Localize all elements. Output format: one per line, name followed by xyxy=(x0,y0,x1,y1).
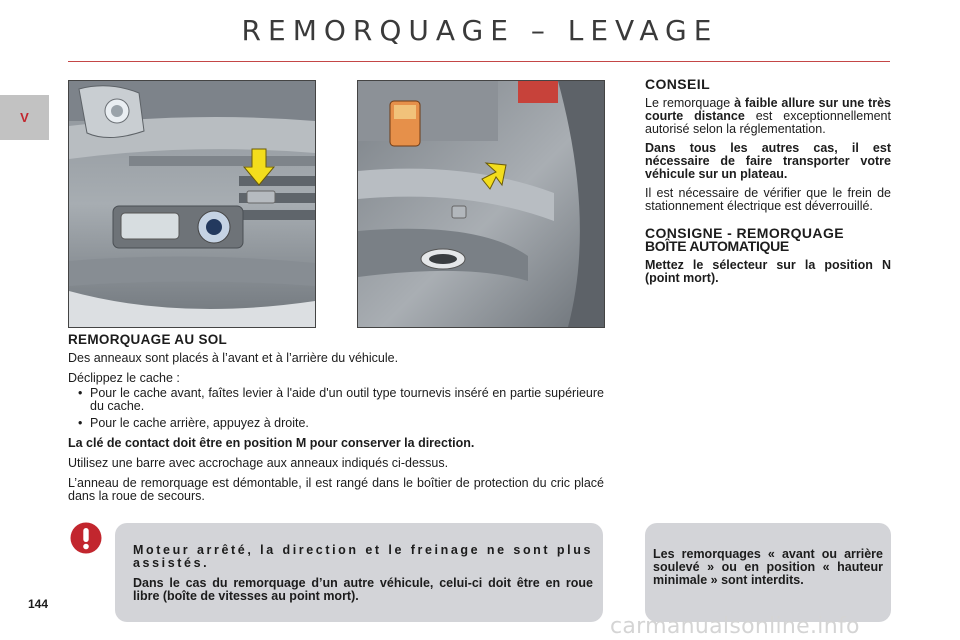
rear-tow-eye-photo xyxy=(357,80,605,328)
towing-unclip: Déclippez le cache : xyxy=(68,371,180,385)
chapter-tab[interactable] xyxy=(0,95,49,140)
warning-box xyxy=(115,523,603,622)
towing-heading: REMORQUAGE AU SOL xyxy=(68,332,228,347)
note-text: Les remorquages « avant ou arrière soulevé » ou en position « hauteur minimale » sont interdits. xyxy=(653,547,883,587)
conseil-heading: CONSEIL xyxy=(645,76,711,92)
towing-bullet-list xyxy=(68,387,604,430)
consigne-heading: CONSIGNE - REMORQUAGE BOÎTE AUTOMATIQUE xyxy=(645,225,844,254)
list-item: • Pour le cache arrière, appuyez à droite. xyxy=(78,416,309,430)
chapter-tab-label: V xyxy=(20,110,29,125)
conseil-p1: Le remorquage à faible allure sur une très courte distance est exceptionnellement autorisé selon la réglementation. xyxy=(645,96,891,136)
conseil-p3: Il est nécessaire de vérifier que le frein de stationnement électrique est déverrouillé. xyxy=(645,186,891,213)
towing-bar: Utilisez une barre avec accrochage aux anneaux indiqués ci-dessus. xyxy=(68,456,449,470)
bullet-icon: • xyxy=(78,416,83,430)
towing-eye-storage: L’anneau de remorquage est démontable, il est rangé dans le boîtier de protection du cric placé dans la roue de secours. xyxy=(68,476,604,503)
note-box xyxy=(645,523,891,622)
towing-intro: Des anneaux sont placés à l’avant et à l’arrière du véhicule. xyxy=(68,351,399,365)
page-title: REMORQUAGE – LEVAGE xyxy=(241,14,719,47)
warning-line1: Moteur arrêté, la direction et le freinage ne sont plus assistés. xyxy=(133,543,593,570)
page-number: 144 xyxy=(28,597,49,611)
towing-section xyxy=(68,333,604,510)
bullet-icon: • xyxy=(78,386,83,400)
exclamation-icon xyxy=(70,522,102,554)
advice-column xyxy=(645,78,891,291)
watermark: carmanualsonline.info xyxy=(610,614,860,639)
warning-line2: Dans le cas du remorquage d’un autre véhicule, celui-ci doit être en roue libre (boîte de vitesses au point mort). xyxy=(133,576,593,603)
consigne-text: Mettez le sélecteur sur la position N (point mort). xyxy=(645,258,891,285)
list-item: • Pour le cache avant, faîtes levier à l'aide d'un outil type tournevis inséré en partie supérieure du cache. xyxy=(78,386,604,413)
front-tow-eye-photo xyxy=(68,80,316,328)
conseil-p2: Dans tous les autres cas, il est nécessaire de faire transporter votre véhicule sur un plateau. xyxy=(645,141,891,181)
title-rule xyxy=(68,61,890,62)
towing-key-note: La clé de contact doit être en position M pour conserver la direction. xyxy=(68,436,475,450)
